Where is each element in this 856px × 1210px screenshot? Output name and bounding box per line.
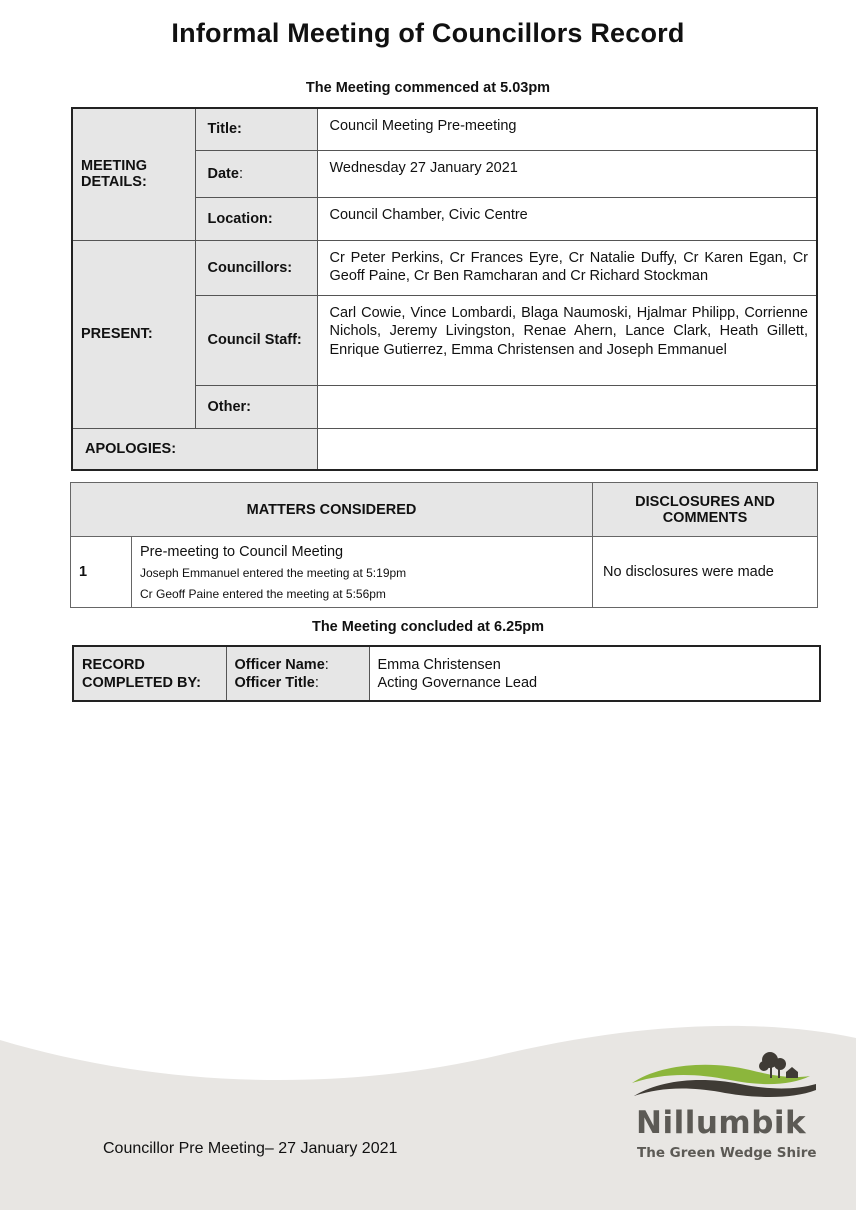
council-staff-label: Council Staff:	[195, 295, 317, 385]
matters-considered-header: MATTERS CONSIDERED	[71, 483, 593, 537]
record-completed-label: RECORD COMPLETED BY:	[73, 646, 226, 701]
councillors-value: Cr Peter Perkins, Cr Frances Eyre, Cr Natalie Duffy, Cr Karen Egan, Cr Geoff Paine, Cr Ben Ramcharan and Cr Richard Stockman	[317, 240, 817, 295]
matter-number: 1	[71, 537, 132, 608]
page-title: Informal Meeting of Councillors Record	[171, 18, 685, 48]
location-label: Location:	[195, 197, 317, 240]
officer-values	[369, 646, 820, 701]
title-label: Title:	[195, 108, 317, 150]
date-value: Wednesday 27 January 2021	[317, 150, 817, 197]
officer-name: Emma Christensen	[377, 656, 501, 673]
present-group-label: PRESENT:	[72, 240, 195, 428]
other-value	[317, 385, 817, 428]
council-staff-value: Carl Cowie, Vince Lombardi, Blaga Naumoski, Hjalmar Philipp, Corrienne Nichols, Jeremy Livingston, Renae Ahern, Lance Clark, Heath Gillett, Enrique Gutierrez, Emma Christensen and Joseph Emmanuel	[317, 295, 817, 385]
title-value: Council Meeting Pre-meeting	[317, 108, 817, 150]
matters-considered-table	[70, 482, 818, 608]
table-row	[71, 537, 818, 608]
meeting-concluded-note: The Meeting concluded at 6.25pm	[311, 619, 545, 635]
matter-disclosure: No disclosures were made	[593, 537, 818, 608]
meeting-details-table	[71, 107, 818, 471]
matter-content	[132, 537, 593, 608]
other-label: Other:	[195, 385, 317, 428]
record-completed-table	[72, 645, 821, 702]
date-label: Date:	[195, 150, 317, 197]
officer-title: Acting Governance Lead	[377, 674, 538, 691]
footer-text: Councillor Pre Meeting– 27 January 2021	[103, 1140, 398, 1157]
matter-note: Cr Geoff Paine entered the meeting at 5:56pm	[140, 587, 386, 601]
meeting-details-group-label: MEETING DETAILS:	[72, 108, 195, 240]
disclosures-header: DISCLOSURES AND COMMENTS	[593, 483, 818, 537]
officer-labels: Officer Name: Officer Title:	[226, 646, 369, 701]
apologies-label: APOLOGIES:	[72, 428, 317, 470]
matter-note: Joseph Emmanuel entered the meeting at 5:19pm	[140, 566, 407, 580]
matter-title: Pre-meeting to Council Meeting	[140, 544, 344, 560]
logo-wordmark: Nillumbik	[636, 1105, 807, 1141]
location-value: Council Chamber, Civic Centre	[317, 197, 817, 240]
apologies-value	[317, 428, 817, 470]
meeting-commenced-note: The Meeting commenced at 5.03pm	[305, 80, 551, 96]
logo-tagline: The Green Wedge Shire	[637, 1145, 817, 1161]
councillors-label: Councillors:	[195, 240, 317, 295]
